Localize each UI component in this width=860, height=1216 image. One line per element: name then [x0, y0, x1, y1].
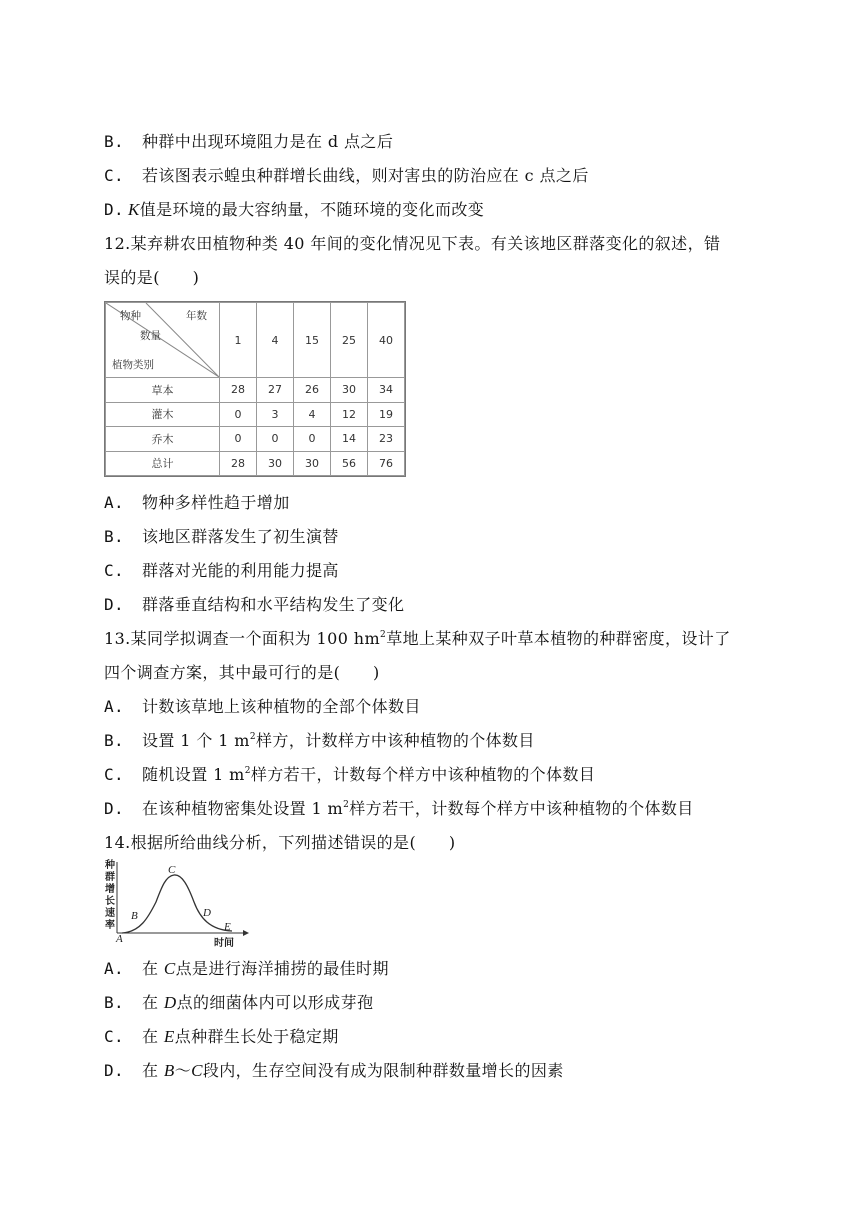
option-label: C.: [104, 1027, 125, 1046]
point-label-d: D: [203, 907, 211, 919]
value-cell: 30: [331, 378, 368, 403]
option-text: 在: [142, 1061, 164, 1080]
value-cell: 4: [294, 402, 331, 427]
value-cell: 28: [220, 451, 257, 476]
q12-stem-line2: 误的是( ): [104, 268, 200, 287]
option-text: 样方若干，计数每个样方中该种植物的个体数目: [349, 799, 694, 818]
point-symbol: D: [163, 993, 177, 1012]
option-text: 随机设置 1 m: [142, 765, 245, 784]
option-label: D.: [104, 595, 125, 614]
option-text: 若该图表示蝗虫种群增长曲线，则对害虫的防治应在 c 点之后: [142, 166, 589, 185]
option-label: C.: [104, 765, 125, 784]
option-text: 值是环境的最大容纳量，不随环境的变化而改变: [139, 200, 485, 219]
table-row: [106, 402, 405, 427]
stem-text: 草地上某种双子叶草本植物的种群密度，设计了: [386, 629, 731, 648]
q11-option-b: [104, 132, 393, 152]
value-cell: 0: [294, 427, 331, 452]
value-cell: 34: [368, 378, 405, 403]
q13-option-a: [104, 697, 421, 717]
x-axis-arrow: [243, 930, 249, 936]
value-cell: 12: [331, 402, 368, 427]
q11-option-d: [104, 200, 484, 220]
q14-stem-line1: 14.根据所给曲线分析，下列描述错误的是( ): [104, 833, 456, 852]
growth-curve-line: [122, 875, 232, 933]
point-symbol: E: [163, 1027, 175, 1046]
value-cell: 23: [368, 427, 405, 452]
option-text: 在该种植物密集处设置 1 m: [142, 799, 344, 818]
point-symbol: B: [163, 1061, 175, 1080]
option-label: A.: [104, 697, 125, 716]
category-cell: 乔木: [106, 427, 220, 452]
option-text: 计数该草地上该种植物的全部个体数目: [142, 697, 421, 716]
superscript: 2: [244, 766, 251, 776]
option-text: 在: [142, 1027, 164, 1046]
point-label-a: A: [116, 933, 123, 945]
year-header: 25: [331, 303, 368, 378]
option-text: 群落对光能的利用能力提高: [142, 561, 339, 580]
q14-option-c: [104, 1027, 339, 1047]
option-text: 样方，计数样方中该种植物的个体数目: [256, 731, 535, 750]
value-cell: 27: [257, 378, 294, 403]
option-text: 点是进行海洋捕捞的最佳时期: [175, 959, 389, 978]
option-text: 在: [142, 993, 164, 1012]
point-label-e: E: [224, 921, 231, 933]
q13-option-b: [104, 731, 535, 751]
point-symbol: C: [191, 1061, 203, 1080]
value-cell: 26: [294, 378, 331, 403]
option-label: A.: [104, 959, 125, 978]
option-label: C.: [104, 166, 125, 185]
ylabel-char: 种: [105, 860, 115, 871]
q14-option-b: [104, 993, 373, 1013]
option-label: B.: [104, 132, 125, 151]
option-label: B.: [104, 731, 125, 750]
corner-year-label: 年数: [186, 310, 207, 322]
value-cell: 30: [294, 451, 331, 476]
category-cell: 灌木: [106, 402, 220, 427]
corner-category-label: 植物类别: [112, 359, 154, 371]
growth-rate-curve: [100, 858, 250, 948]
option-text: 该地区群落发生了初生演替: [142, 527, 339, 546]
value-cell: 0: [220, 402, 257, 427]
q13-option-d: [104, 799, 694, 819]
q14-option-a: [104, 959, 389, 979]
option-text: 物种多样性趋于增加: [142, 493, 290, 512]
option-text: 在: [142, 959, 164, 978]
option-label: D.: [104, 200, 125, 219]
year-header: 15: [294, 303, 331, 378]
table-row: [106, 378, 405, 403]
option-text: 种群中出现环境阻力是在 d 点之后: [142, 132, 394, 151]
option-label: A.: [104, 493, 125, 512]
option-text: 样方若干，计数每个样方中该种植物的个体数目: [250, 765, 596, 784]
value-cell: 19: [368, 402, 405, 427]
value-cell: 56: [331, 451, 368, 476]
corner-species-label: 物种: [120, 310, 141, 322]
q13-option-c: [104, 765, 595, 785]
category-cell: 总计: [106, 451, 220, 476]
category-cell: 草本: [106, 378, 220, 403]
table-corner-header: [106, 303, 220, 378]
option-label: D.: [104, 799, 125, 818]
corner-count-label: 数量: [140, 330, 161, 342]
year-header: 4: [257, 303, 294, 378]
range-separator: ～: [174, 1061, 192, 1080]
value-cell: 76: [368, 451, 405, 476]
q12-option-d: [104, 595, 404, 615]
option-text: 设置 1 个 1 m: [142, 731, 250, 750]
x-axis-label: 时间: [214, 938, 234, 948]
option-label: B.: [104, 993, 125, 1012]
point-label-b: B: [131, 910, 138, 922]
option-text: 点种群生长处于稳定期: [174, 1027, 339, 1046]
stem-text: 13.某同学拟调查一个面积为 100 hm: [104, 629, 381, 648]
year-header: 40: [368, 303, 405, 378]
k-symbol: K: [128, 200, 140, 219]
superscript: 2: [380, 630, 387, 640]
value-cell: 30: [257, 451, 294, 476]
table-row: [106, 427, 405, 452]
q12-option-a: [104, 493, 290, 513]
option-label: C.: [104, 561, 125, 580]
option-label: B.: [104, 527, 125, 546]
table-row: [106, 451, 405, 476]
q14-option-d: [104, 1061, 564, 1081]
point-label-c: C: [168, 864, 176, 876]
species-table: [104, 301, 406, 477]
option-label: D.: [104, 1061, 125, 1080]
ylabel-char: 长: [105, 896, 115, 907]
point-symbol: C: [163, 959, 176, 978]
option-text: 群落垂直结构和水平结构发生了变化: [142, 595, 405, 614]
value-cell: 14: [331, 427, 368, 452]
value-cell: 0: [220, 427, 257, 452]
superscript: 2: [249, 732, 257, 742]
option-text: 段内，生存空间没有成为限制种群数量增长的因素: [202, 1061, 564, 1080]
superscript: 2: [343, 800, 350, 810]
option-text: 点的细菌体内可以形成芽孢: [176, 993, 374, 1012]
value-cell: 0: [257, 427, 294, 452]
ylabel-char: 群: [105, 872, 115, 883]
value-cell: 28: [220, 378, 257, 403]
q13-stem-line2: 四个调查方案，其中最可行的是( ): [104, 663, 380, 682]
value-cell: 3: [257, 402, 294, 427]
q13-stem-line1: [104, 629, 731, 649]
ylabel-char: 增: [105, 884, 115, 895]
q11-option-c: [104, 166, 589, 186]
q12-option-c: [104, 561, 339, 581]
year-header: 1: [220, 303, 257, 378]
ylabel-char: 率: [105, 920, 115, 931]
q12-option-b: [104, 527, 339, 547]
ylabel-char: 速: [105, 908, 115, 919]
q12-stem-line1: 12.某弃耕农田植物种类 40 年间的变化情况见下表。有关该地区群落变化的叙述，错: [104, 234, 721, 253]
